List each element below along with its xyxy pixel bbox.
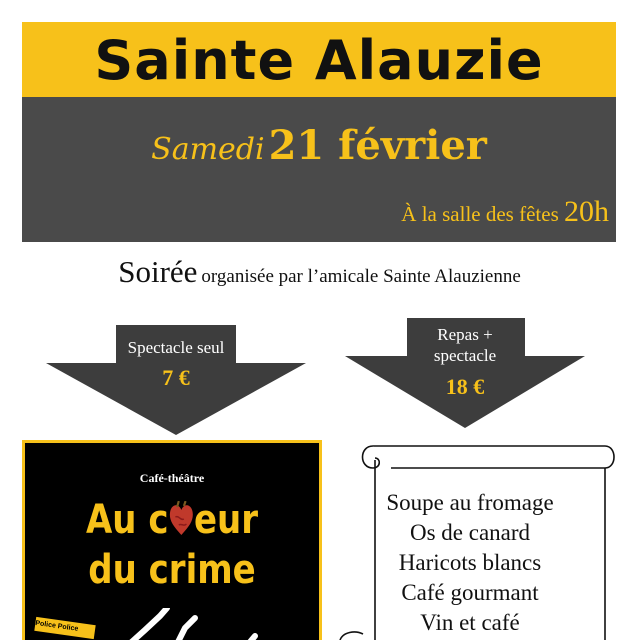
offer-price: 7 € bbox=[162, 365, 190, 390]
menu-item: Vin et café bbox=[420, 610, 520, 635]
offer-label bbox=[405, 324, 525, 366]
show-poster bbox=[22, 440, 322, 640]
poster-kicker: Café-théâtre bbox=[139, 471, 205, 485]
poster-title-part2: eur bbox=[193, 497, 259, 543]
menu-item: Soupe au fromage bbox=[386, 490, 554, 515]
offer-arrow-repas bbox=[345, 318, 585, 428]
offer-arrow-spectacle bbox=[46, 325, 306, 435]
heart-icon bbox=[168, 501, 194, 537]
offer-label-line2: spectacle bbox=[433, 346, 497, 365]
venue-line bbox=[401, 195, 609, 229]
menu-item: Haricots blancs bbox=[398, 550, 542, 575]
soiree-word: Soirée bbox=[118, 254, 198, 289]
event-time: 20h bbox=[564, 195, 609, 228]
offer-price: 18 € bbox=[445, 374, 485, 399]
poster-title-line2: du crime bbox=[88, 547, 256, 593]
organizer-text: organisée par l’amicale Sainte Alauzienne bbox=[201, 266, 521, 287]
date-prefix: Samedi bbox=[151, 132, 265, 167]
event-date bbox=[22, 122, 616, 169]
menu-item: Os de canard bbox=[409, 520, 531, 545]
menu-item: Café gourmant bbox=[401, 580, 539, 605]
poster-title-part1: Au c bbox=[85, 497, 169, 543]
soiree-line bbox=[0, 254, 639, 290]
venue-text: À la salle des fêtes bbox=[401, 202, 559, 226]
offer-label-line1: Repas + bbox=[437, 325, 493, 344]
police-tape: Police Police bbox=[34, 617, 95, 639]
body-outline-icon bbox=[115, 608, 295, 640]
page-title: Sainte Alauzie bbox=[94, 29, 544, 92]
poster-title bbox=[47, 495, 297, 595]
offer-label: Spectacle seul bbox=[127, 338, 225, 357]
date-main: 21 février bbox=[268, 122, 487, 169]
